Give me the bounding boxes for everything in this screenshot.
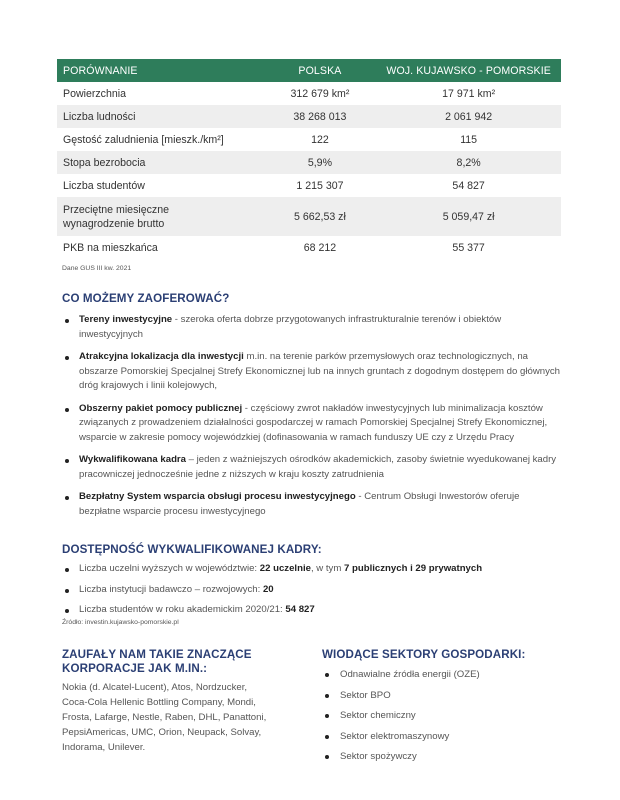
row-label: Liczba studentów xyxy=(63,179,145,192)
list-item xyxy=(62,583,582,598)
row-value-woj: 2 061 942 xyxy=(376,105,561,128)
table-header-row xyxy=(57,59,561,82)
row-value-woj: 54 827 xyxy=(452,179,485,192)
row-label: PKB na mieszkańca xyxy=(63,241,158,254)
bullet-icon xyxy=(65,356,69,360)
table-row xyxy=(57,82,561,105)
row-label: Stopa bezrobocia xyxy=(57,151,264,174)
table-row xyxy=(57,151,561,174)
sector-label: Sektor elektromaszynowy xyxy=(340,730,450,742)
corporations-line: Frosta, Lafarge, Nestle, Raben, DHL, Panattoni, xyxy=(62,712,267,723)
staff-item-value: 20 xyxy=(262,583,274,595)
corporations-heading xyxy=(62,648,252,676)
row-value-polska: 68 212 xyxy=(303,241,337,254)
staff-item-text: Liczba uczelni wyższych w województwie: xyxy=(79,563,260,574)
comparison-table xyxy=(57,59,561,259)
offer-item-title: Wykwalifikowana kadra xyxy=(79,454,186,465)
row-value-polska: 5,9% xyxy=(264,151,377,174)
list-item xyxy=(62,562,582,577)
corporations-heading-line2: KORPORACJE JAK M.IN.: xyxy=(62,662,208,675)
list-item xyxy=(322,730,562,751)
staff-heading: DOSTĘPNOŚĆ WYKWALIFIKOWANEJ KADRY: xyxy=(62,543,322,556)
table-header-woj: WOJ. KUJAWSKO - POMORSKIE xyxy=(376,59,561,82)
sectors-heading: WIODĄCE SEKTORY GOSPODARKI: xyxy=(322,648,526,661)
staff-item-text: Liczba studentów w roku akademickim 2020/21: xyxy=(79,604,286,615)
bullet-icon xyxy=(65,496,69,500)
corporations-line: Indorama, Unilever. xyxy=(62,742,146,753)
table-row xyxy=(57,174,561,197)
offer-item-text: – jeden z ważniejszych ośrodków akademickich, zasoby świetnie wyedukowanej kadry pracowniczej jednocześnie jedne z niższych w kraju koszty zatrudnienia xyxy=(79,454,557,480)
row-label-line2: wynagrodzenie brutto xyxy=(63,217,165,230)
offer-item-title: Tereny inwestycyjne xyxy=(79,314,173,325)
sector-label: Sektor BPO xyxy=(340,689,391,701)
row-value-woj: 55 377 xyxy=(452,241,485,254)
table-row xyxy=(57,105,561,128)
bullet-icon xyxy=(65,319,69,323)
row-value-polska: 122 xyxy=(311,133,329,146)
offer-heading: CO MOŻEMY ZAOFEROWAĆ? xyxy=(62,292,230,305)
list-item xyxy=(322,668,562,689)
sectors-list xyxy=(322,668,562,771)
staff-item-text: , w tym xyxy=(310,563,344,574)
staff-list xyxy=(62,562,582,618)
list-item xyxy=(62,402,562,446)
table-source-note: Dane GUS III kw. 2021 xyxy=(62,265,132,272)
row-value-polska: 5 662,53 zł xyxy=(264,197,377,236)
offer-item-title: Obszerny pakiet pomocy publicznej xyxy=(79,402,243,414)
row-value-woj: 8,2% xyxy=(376,151,561,174)
corporations-list xyxy=(62,680,312,755)
list-item xyxy=(322,689,562,710)
list-item xyxy=(322,750,562,771)
row-value-woj: 115 xyxy=(460,133,478,146)
sector-label: Sektor spożywczy xyxy=(340,751,417,762)
bullet-icon xyxy=(65,408,69,412)
list-item xyxy=(62,453,562,482)
row-label xyxy=(57,197,264,236)
table-row xyxy=(57,197,561,236)
bullet-icon xyxy=(325,714,329,718)
staff-item-value: 7 publicznych i 29 prywatnych xyxy=(344,563,483,574)
table-header-porownanie: PORÓWNANIE xyxy=(57,59,264,82)
bullet-icon xyxy=(65,568,69,572)
offer-item-text: - Centrum Obsługi Inwestorów oferuje bezpłatne wsparcie procesu inwestycyjnego xyxy=(79,491,520,517)
row-label: Gęstość zaludnienia [mieszk./km²] xyxy=(63,133,224,146)
staff-source-note: Źródło: investin.kujawsko-pomorskie.pl xyxy=(62,619,179,626)
row-value-woj: 5 059,47 zł xyxy=(376,197,561,236)
row-value-polska: 312 679 km² xyxy=(290,87,350,100)
bullet-icon xyxy=(325,735,329,739)
offer-item-title: Atrakcyjna lokalizacja dla inwestycji xyxy=(79,351,244,362)
sector-label: Odnawialne źródła energii (OZE) xyxy=(340,669,480,680)
corporations-line: Nokia (d. Alcatel-Lucent), Atos, Nordzucker, xyxy=(62,682,248,693)
row-value-woj: 17 971 km² xyxy=(442,87,496,100)
table-row xyxy=(57,128,561,151)
list-item xyxy=(62,603,582,618)
table-header-polska: POLSKA xyxy=(264,59,377,82)
corporations-line: PepsiAmericas, UMC, Orion, Neupack, Solvay, xyxy=(62,727,262,738)
bullet-icon xyxy=(65,459,69,463)
offer-item-title: Bezpłatny System wsparcia obsługi procesu inwestycyjnego xyxy=(79,491,356,502)
sector-label: Sektor chemiczny xyxy=(340,710,416,721)
row-label: Powierzchnia xyxy=(63,87,127,100)
bullet-icon xyxy=(325,673,329,677)
offer-item-text: m.in. na terenie parków przemysłowych oraz technologicznych, na obszarze Pomorskiej Specjalnej Strefy Ekonomicznej lub na innych gruntach z dogodnym dostępem do głównych dróg krajowych i linii kolejowych, xyxy=(79,351,561,391)
row-label: Liczba ludności xyxy=(57,105,264,128)
bullet-icon xyxy=(325,755,329,759)
list-item xyxy=(62,350,562,394)
corporations-heading-line1: ZAUFAŁY NAM TAKIE ZNACZĄCE xyxy=(62,648,252,661)
offer-item-text: - szeroka oferta dobrze przygotowanych infrastrukturalnie terenów i obiektów inwestycyjnych xyxy=(79,314,502,340)
row-value-polska: 38 268 013 xyxy=(264,105,377,128)
offer-list xyxy=(62,313,562,519)
offer-item-text: - częściowy zwrot nakładów inwestycyjnych lub minimalizacja kosztów związanych z prowadzeniem działalności gospodarczej w ramach Pomorskiej Specjalnej Strefy Ekonomicznej, wsparcie w zakresie pomocy wojewódzkiej (dofinasowania w ramach funduszy UE czy z Urzędu Pracy xyxy=(79,402,548,443)
list-item xyxy=(62,313,562,342)
row-label-line1: Przeciętne miesięczne xyxy=(63,203,169,216)
corporations-line: Coca-Cola Hellenic Bottling Company, Mondi, xyxy=(62,697,256,708)
list-item xyxy=(62,490,562,519)
bullet-icon xyxy=(65,589,69,593)
staff-item-text: Liczba instytucji badawczo – rozwojowych: xyxy=(79,583,263,595)
bullet-icon xyxy=(65,609,69,613)
row-value-polska: 1 215 307 xyxy=(296,179,344,192)
staff-item-value: 54 827 xyxy=(285,604,315,615)
table-row xyxy=(57,236,561,259)
list-item xyxy=(322,709,562,730)
bullet-icon xyxy=(325,694,329,698)
staff-item-value: 22 uczelnie xyxy=(259,563,311,574)
